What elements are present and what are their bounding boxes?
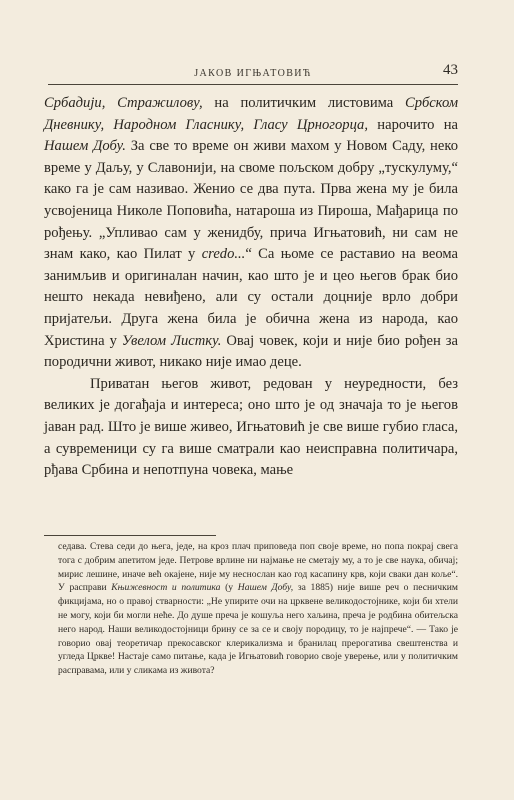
text-run: седава. Стева седи до њега, једе, на кроз плач приповеда поп своје време, но попа покрај свега тога с добрим апетитом једе. Петрове врлине ни најмање не сметају му, а то је све наука, обичај; мирис лешине, иначе већ окајене, није му неснослан као год касапину крв, који сваки дан коље“. У расправи bbox=[58, 541, 458, 594]
italic-title: Нашем Добу. bbox=[44, 138, 126, 155]
running-head: ЈАКОВ ИГЊАТОВИЋ bbox=[194, 68, 312, 79]
footnote bbox=[58, 540, 458, 678]
text-run: За све то време он живи махом у Новом Саду, неко време у Даљу, у Славонији, на своме пољском добру „тускулуму,“ како га је сам називао. Женио се два пута. Прва жена му је била усвојеница Николе Поповића, натароша из Пироша, Мађарица по рођењу. „Упливао сам у женидбу, прича Игњатовић, ни сам не знам како, као Пилат у bbox=[44, 138, 458, 263]
paragraph-1 bbox=[44, 93, 458, 374]
page-number: 43 bbox=[443, 62, 458, 78]
italic-title: Нашем Добу, bbox=[237, 582, 294, 594]
text-run: за 1885) није више реч о песничким фикцијама, но о правој стварности: „Не упирите очи на црквене великодостојнике, који би хтели не могу, који би могли неће. До душе преча је кошуља него хаљина, преча је родбина обитељска него народ. Наши великодостојници брину се за се и своју породицу, то је најпрече“. — Тако је говорио овај теоретичар прекосавског клерикализма и бранилац прерогатива свештенства и угледа Цркве! Настаје само питање, када је Игњатовић говорио своје уверење, или у политичким расправама, или у сликама из живота? bbox=[58, 582, 458, 677]
footnote-rule bbox=[44, 535, 216, 536]
italic-title: Књижевност и политика bbox=[111, 582, 221, 594]
italic-title: Србском Дневнику, Народном Гласнику, Гласу Црногорца, bbox=[44, 95, 459, 133]
header-rule bbox=[48, 84, 458, 85]
text-run: Овај човек, који и није био рођен за породични живот, никако није имао деце. bbox=[44, 332, 458, 371]
text-run: (у bbox=[220, 582, 238, 594]
italic-title: Србадији, Стражилову, bbox=[44, 95, 203, 111]
text-run: на политичким листовима bbox=[202, 95, 406, 111]
italic-title: Увелом Листку. bbox=[121, 332, 222, 349]
page-header bbox=[48, 58, 458, 84]
main-text bbox=[44, 93, 458, 482]
footnote-paragraph bbox=[58, 540, 458, 678]
text-run: “ Са њоме се раставио на веома занимљив и оригиналан начин, као што је и цео његов брак био нешто некада невиђено, али су остали доцније врло добри пријатељи. Друга жена била је обична жена из народа, као Христина у bbox=[44, 246, 458, 349]
text-run: нарочито на bbox=[368, 116, 458, 133]
italic-word: credo... bbox=[201, 246, 246, 263]
paragraph-2: Приватан његов живот, редован у неуредности, без великих је догађаја и интереса; оно што је од значаја то је његов јаван рад. Што је више живео, Игњатовић је све више губио гласа, а сувременици су га више сматрали као неисправна политичара, рђава Србина и непотпуна човека, мање bbox=[44, 375, 458, 479]
